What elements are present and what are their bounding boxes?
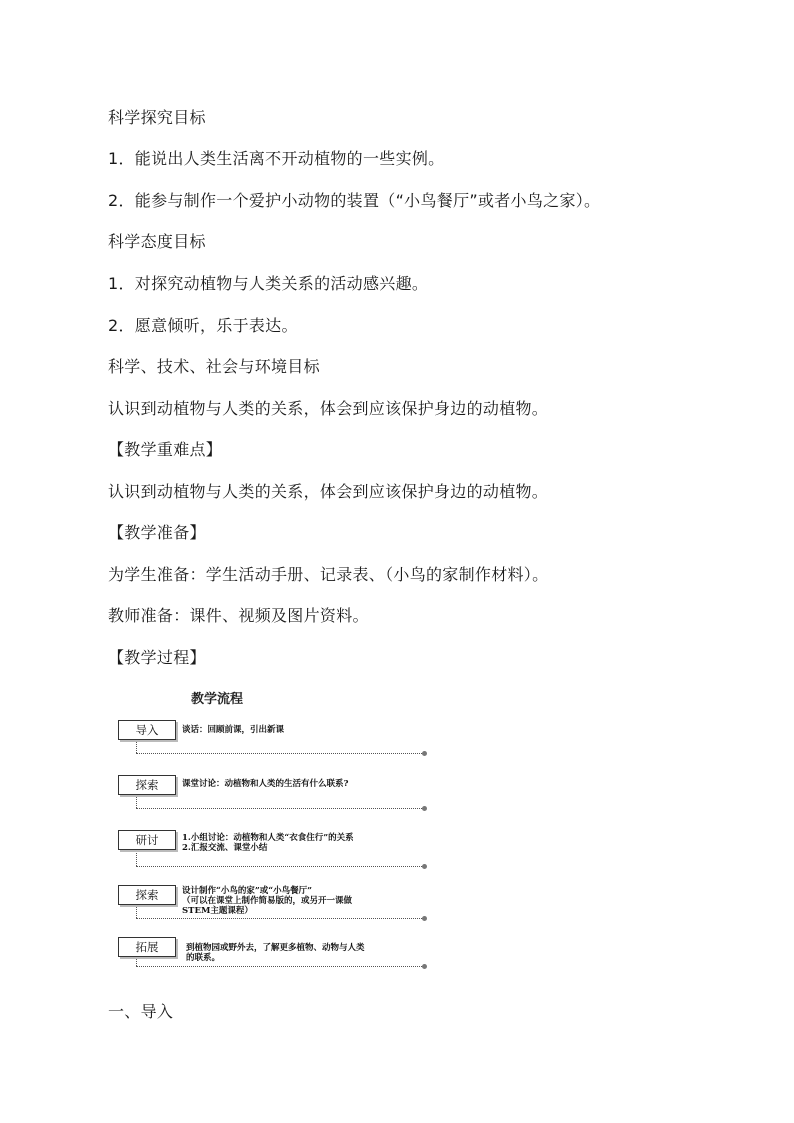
step-box-extend: 拓展 [118,937,176,957]
step-connector [136,849,137,866]
step-dotted-line [136,966,424,967]
step-end-dot [422,751,427,756]
step-connector [136,739,137,753]
attitude-goal-2: 2．愿意倾听，乐于表达。 [108,316,298,335]
step-connector [136,794,137,808]
heading-preparation: 【教学准备】 [108,523,206,542]
step-desc-extend: 到植物园或野外去，了解更多植物、动物与人类 的联系。 [186,943,365,963]
step-dotted-line [136,753,424,754]
step-connector [136,956,137,966]
step-box-explore-2: 探索 [118,885,176,905]
inquiry-goal-1: 1．能说出人类生活离不开动植物的一些实例。 [108,149,445,168]
flowchart-title: 教学流程 [191,692,244,707]
heading-stse-goals: 科学、技术、社会与环境目标 [108,357,320,376]
heading-key-difficulties: 【教学重难点】 [108,440,223,459]
step-end-dot [422,806,427,811]
step-end-dot [422,964,427,969]
step-dotted-line [136,918,424,919]
step-dotted-line [136,866,424,867]
step-box-discuss: 研讨 [118,830,176,850]
heading-teaching-process: 【教学过程】 [108,648,206,667]
step-desc-discuss: 1.小组讨论：动植物和人类“衣食住行”的关系 2.汇报交流、课堂小结 [182,833,354,853]
step-end-dot [422,916,427,921]
heading-inquiry-goals: 科学探究目标 [108,108,206,127]
inquiry-goal-2: 2．能参与制作一个爱护小动物的装置（“小鸟餐厅”或者小鸟之家）。 [108,191,601,210]
stse-goal: 认识到动植物与人类的关系，体会到应该保护身边的动植物。 [108,399,549,418]
section-heading-intro: 一、导入 [108,1002,174,1021]
step-dotted-line [136,808,424,809]
step-box-explore-1: 探索 [118,775,176,795]
heading-attitude-goals: 科学态度目标 [108,232,206,251]
step-desc-intro: 谈话：回顾前课，引出新课 [182,725,285,735]
attitude-goal-1: 1．对探究动植物与人类关系的活动感兴趣。 [108,274,429,293]
step-desc-explore-1: 课堂讨论：动植物和人类的生活有什么联系? [182,779,349,789]
key-difficulty: 认识到动植物与人类的关系，体会到应该保护身边的动植物。 [108,482,549,501]
teacher-preparation: 教师准备：课件、视频及图片资料。 [108,606,369,625]
student-preparation: 为学生准备：学生活动手册、记录表、（小鸟的家制作材料）。 [108,565,549,584]
step-box-intro: 导入 [118,720,176,740]
step-end-dot [422,864,427,869]
step-desc-explore-2: 设计制作“小鸟的家”或“小鸟餐厅” （可以在课堂上制作简易版的，或另开一课做 STEM主题课程） [182,886,353,916]
step-connector [136,904,137,918]
